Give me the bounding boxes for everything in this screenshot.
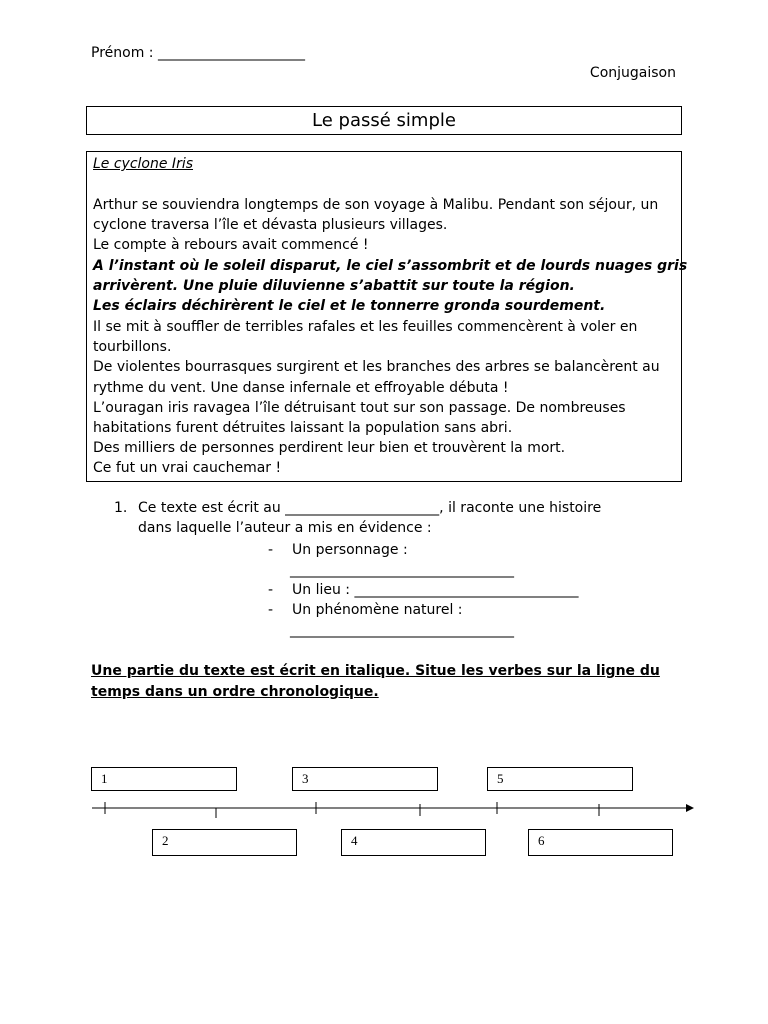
story-line-italic: A l’instant où le soleil disparut, le ciel s’assombrit et de lourds nuages gris [93,258,688,274]
question-line: Ce texte est écrit au ______________________, il raconte une histoire [138,500,602,516]
timeline-box-number: 2 [162,833,169,848]
story-title: Le cyclone Iris [93,156,194,172]
story-line: Il se mit à souffler de terribles rafales et les feuilles commencèrent à voler en [93,319,638,335]
timeline-box-number: 3 [302,771,309,786]
page-title: Le passé simple [312,110,456,131]
timeline-box-1[interactable] [91,767,237,791]
story-line: Arthur se souviendra longtemps de son voyage à Malibu. Pendant son séjour, un [93,197,659,213]
story-line: Ce fut un vrai cauchemar ! [93,460,282,476]
answer-label-phenomene: Un phénomène naturel : [292,602,463,618]
timeline-box-5[interactable] [487,767,633,791]
timeline-box-number: 6 [538,833,545,848]
answer-label-lieu[interactable]: Un lieu : ________________________________ [292,582,579,598]
timeline-box-3[interactable] [292,767,438,791]
story-line: Des milliers de personnes perdirent leur bien et trouvèrent la mort. [93,440,566,456]
story-line-italic: Les éclairs déchirèrent le ciel et le tonnerre gronda sourdement. [93,298,606,314]
answer-label-personnage: Un personnage : [292,542,408,558]
story-line-italic: arrivèrent. Une pluie diluvienne s’abattit sur toute la région. [93,278,575,294]
story-line: habitations furent détruites laissant la population sans abri. [93,420,513,436]
prenom-field: Prénom : _____________________ [91,45,305,61]
timeline-box-4[interactable] [341,829,486,856]
question-line: dans laquelle l’auteur a mis en évidence : [138,520,432,536]
story-line: rythme du vent. Une danse infernale et effroyable débuta ! [93,380,509,396]
story-line: De violentes bourrasques surgirent et les branches des arbres se balancèrent au [93,359,660,375]
story-line: Le compte à rebours avait commencé ! [93,237,369,253]
bullet-dash: - [268,542,274,558]
bullet-dash: - [268,582,274,598]
answer-blank-personnage[interactable]: ________________________________ [290,562,514,578]
story-line: L’ouragan iris ravagea l’île détruisant tout sur son passage. De nombreuses [93,400,626,416]
instruction-line: temps dans un ordre chronologique. [91,684,379,700]
timeline-arrowhead [686,804,694,812]
timeline-box-number: 1 [101,771,108,786]
instruction-line: Une partie du texte est écrit en italique. Situe les verbes sur la ligne du [91,663,660,679]
answer-blank-phenomene[interactable]: ________________________________ [290,622,514,638]
question-number: 1. [114,500,128,516]
timeline-box-number: 4 [351,833,358,848]
timeline-box-number: 5 [497,771,504,786]
story-line: tourbillons. [93,339,172,355]
timeline-box-6[interactable] [528,829,673,856]
category-label: Conjugaison [589,65,676,81]
bullet-dash: - [268,602,274,618]
timeline-box-2[interactable] [152,829,297,856]
story-line: cyclone traversa l’île et dévasta plusieurs villages. [93,217,448,233]
